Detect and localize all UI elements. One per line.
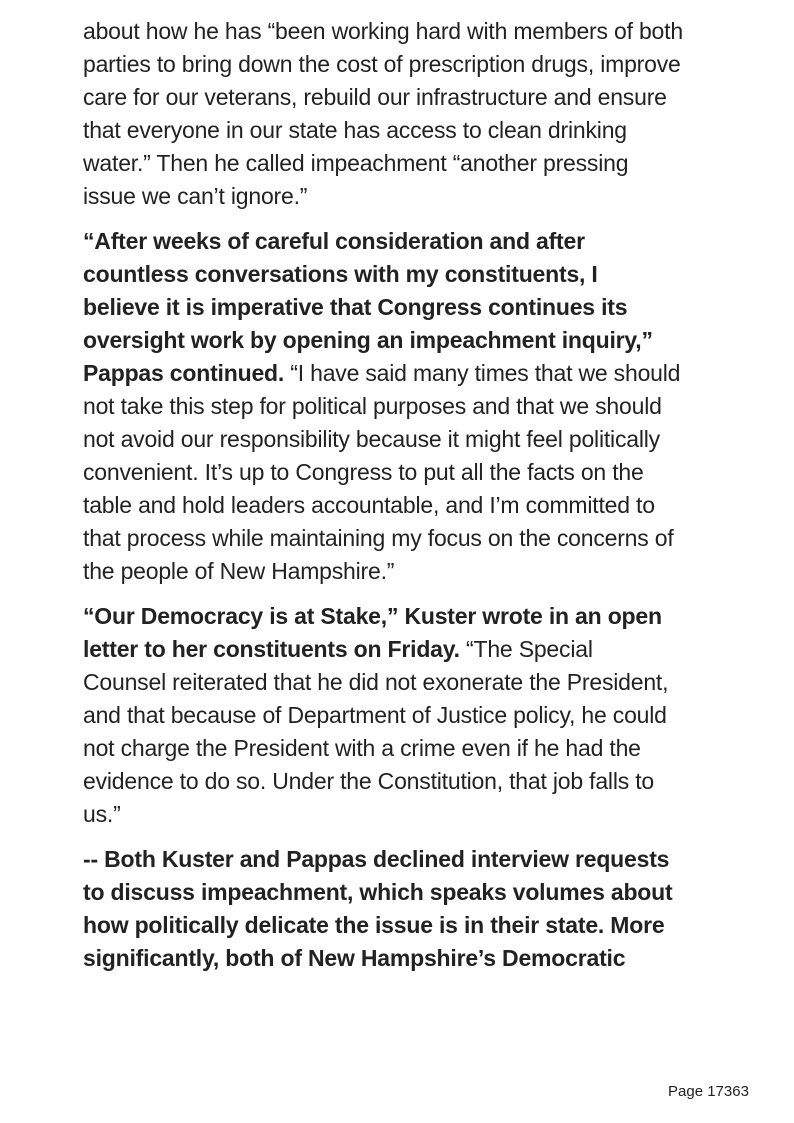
text-line: the people of New Hampshire.”: [83, 558, 395, 584]
text-line: and that because of Department of Justice policy, he could: [83, 702, 667, 728]
document-page: [83, 15, 763, 1085]
text-line: evidence to do so. Under the Constitution, that job falls to: [83, 768, 655, 794]
text-line-bold: “Our Democracy is at Stake,” Kuster wrote in an open: [83, 603, 662, 629]
text-line: that process while maintaining my focus on the concerns of: [83, 525, 674, 551]
paragraph-kuster-quote: [83, 600, 763, 831]
text-line-mixed: [83, 633, 763, 666]
text-line-bold: countless conversations with my constituents, I: [83, 261, 598, 287]
text-line: Counsel reiterated that he did not exonerate the President,: [83, 669, 669, 695]
text-line: care for our veterans, rebuild our infrastructure and ensure: [83, 84, 667, 110]
text-line: that everyone in our state has access to clean drinking: [83, 117, 627, 143]
text-line-bold: to discuss impeachment, which speaks volumes about: [83, 879, 673, 905]
text-line: issue we can’t ignore.”: [83, 183, 308, 209]
text-line: not charge the President with a crime even if he had the: [83, 735, 641, 761]
text-line: table and hold leaders accountable, and I’m committed to: [83, 492, 655, 518]
text-line: water.” Then he called impeachment “another pressing: [83, 150, 629, 176]
text-line-bold: oversight work by opening an impeachment inquiry,”: [83, 327, 653, 353]
text-line-bold: how politically delicate the issue is in their state. More: [83, 912, 665, 938]
bold-segment: letter to her constituents on Friday.: [83, 636, 460, 662]
text-line-bold: believe it is imperative that Congress continues its: [83, 294, 628, 320]
text-line-bold: -- Both Kuster and Pappas declined interview requests: [83, 846, 670, 872]
text-line: not take this step for political purposes and that we should: [83, 393, 662, 419]
bold-segment: Pappas continued.: [83, 360, 285, 386]
text-line-bold-cutoff: significantly, both of New Hampshire’s Democratic: [83, 945, 626, 971]
text-line-bold: “After weeks of careful consideration and after: [83, 228, 585, 254]
text-line-mixed: [83, 357, 763, 390]
text-line: not avoid our responsibility because it might feel politically: [83, 426, 660, 452]
regular-segment: “I have said many times that we should: [284, 360, 681, 386]
paragraph-pappas-intro: [83, 15, 763, 213]
paragraph-declined-interviews: [83, 843, 763, 975]
paragraph-pappas-quote: [83, 225, 763, 588]
page-number: Page 17363: [668, 1083, 749, 1100]
text-line: us.”: [83, 801, 121, 827]
text-line: parties to bring down the cost of prescription drugs, improve: [83, 51, 681, 77]
regular-segment: “The Special: [459, 636, 593, 662]
text-line: convenient. It’s up to Congress to put all the facts on the: [83, 459, 644, 485]
text-line: about how he has “been working hard with members of both: [83, 18, 683, 44]
